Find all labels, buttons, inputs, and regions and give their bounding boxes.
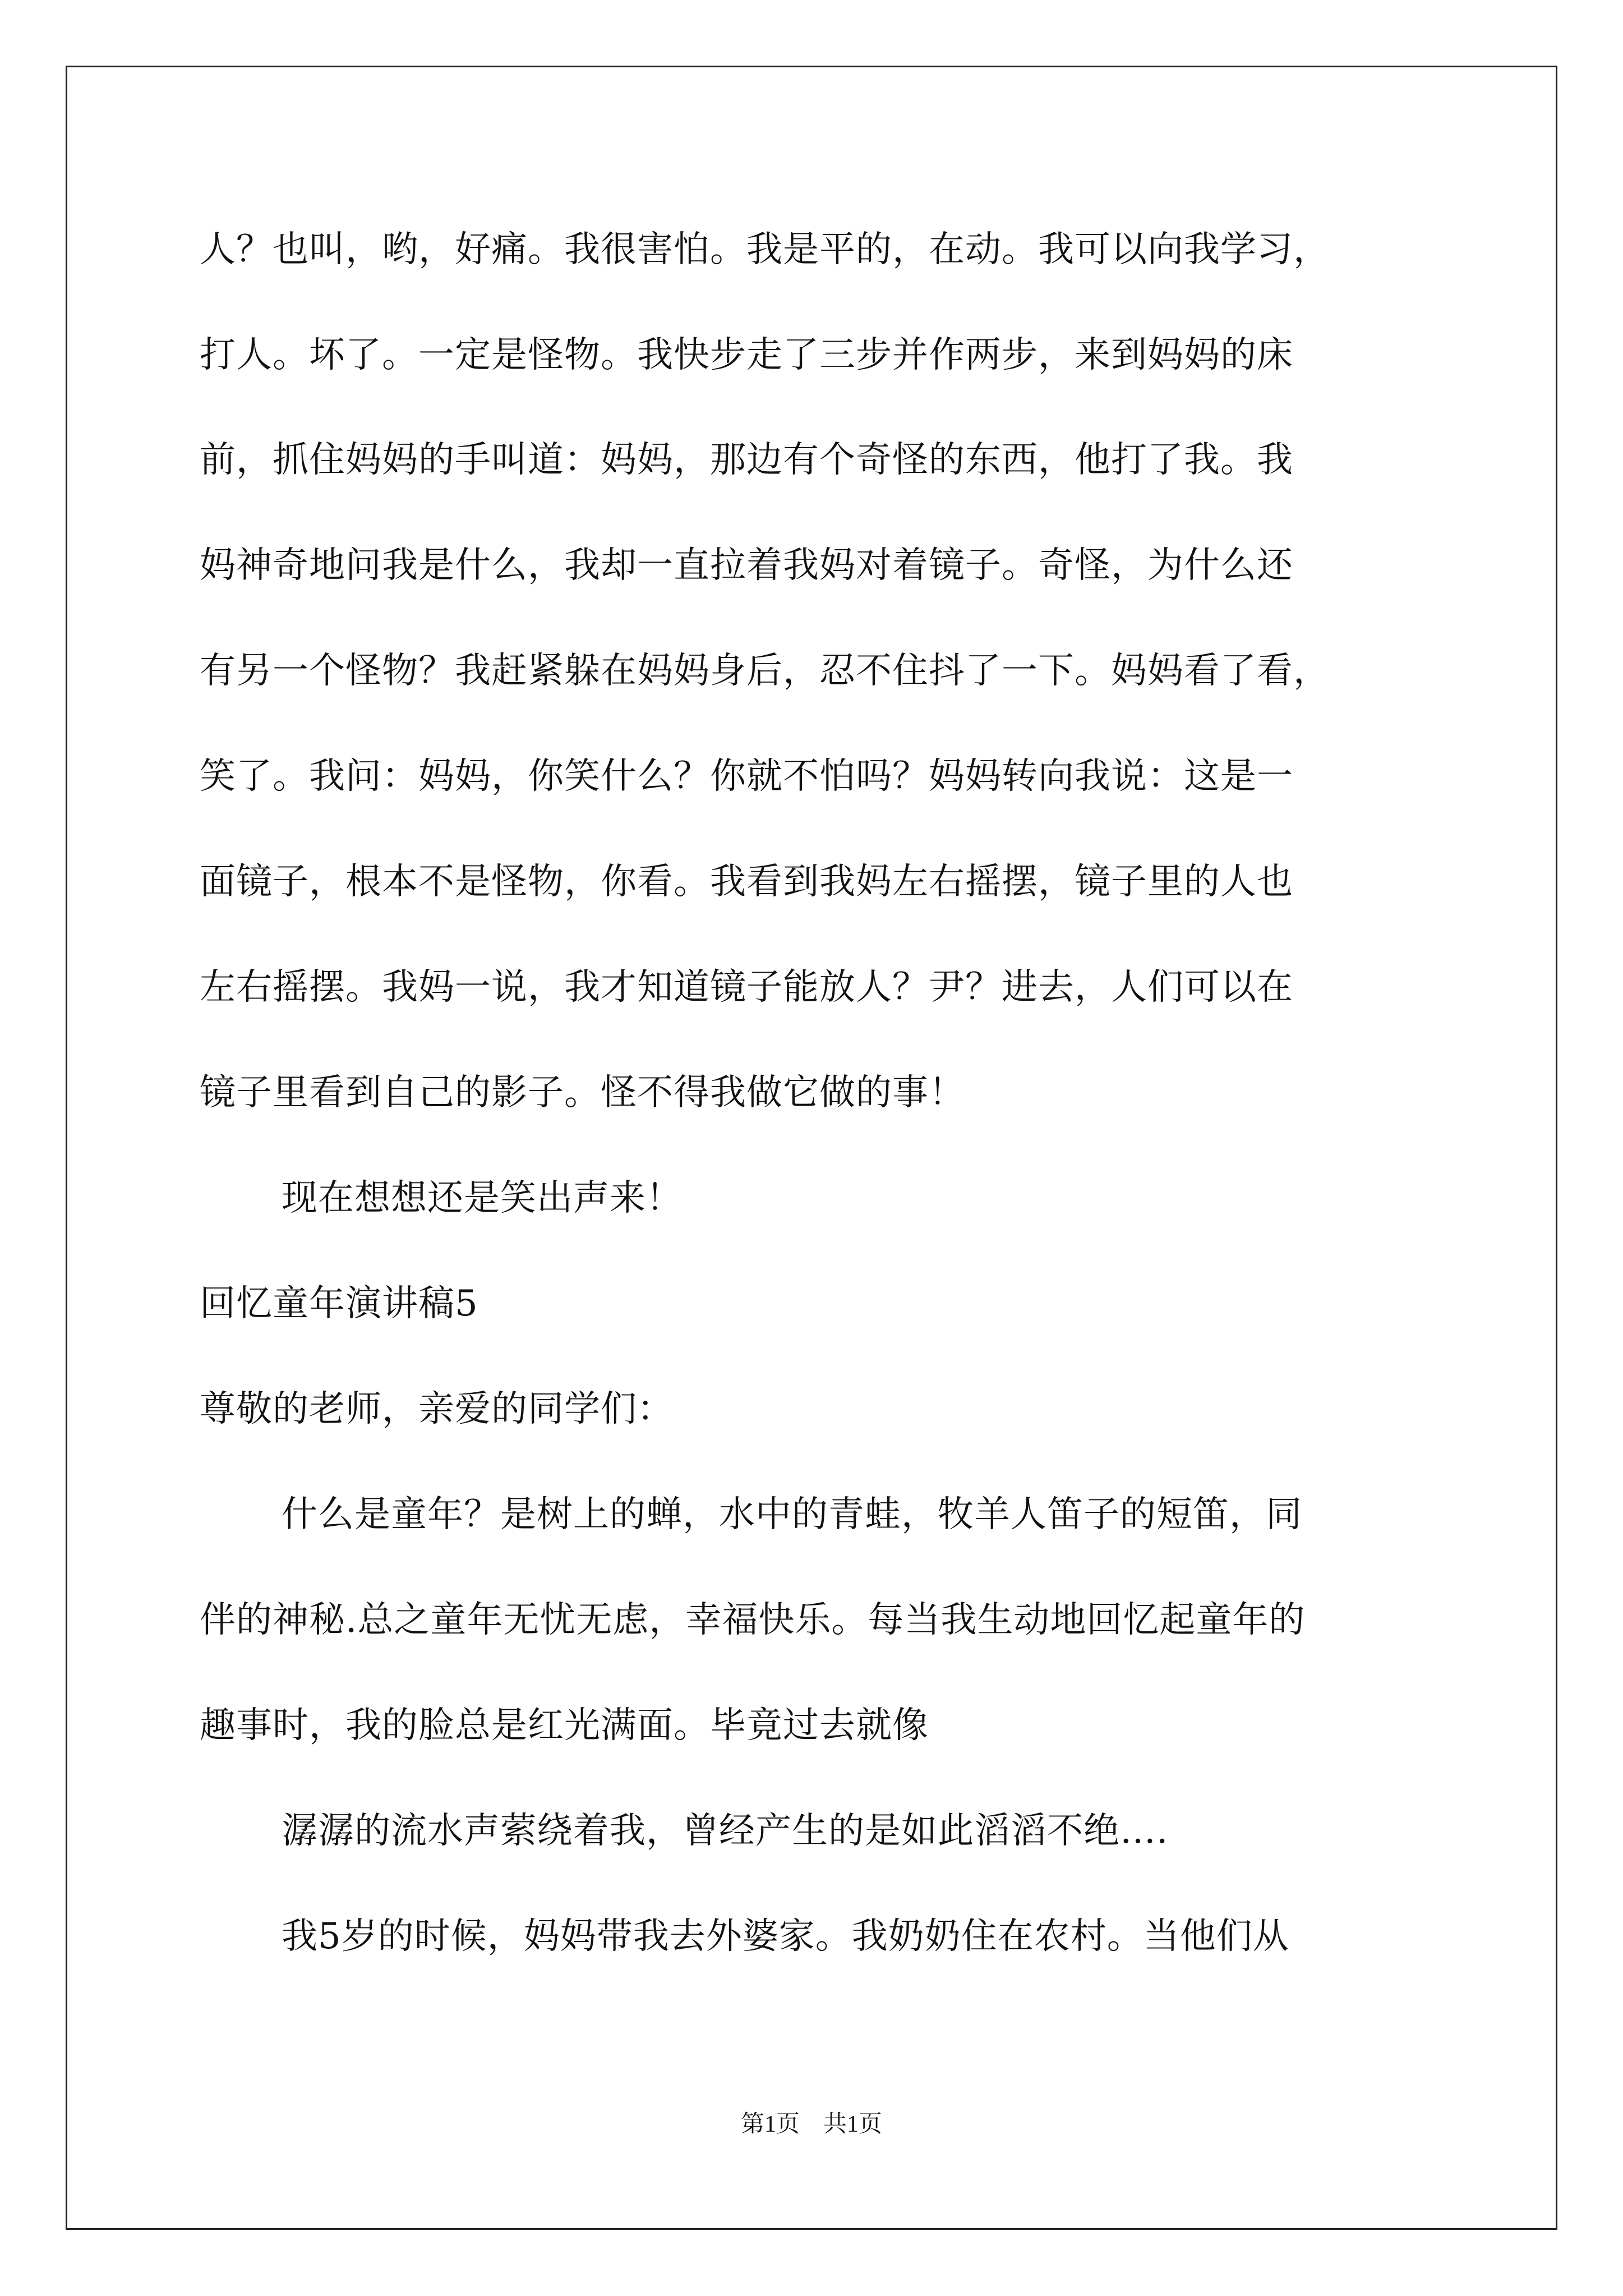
- text-line: 打人。坏了。一定是怪物。我快步走了三步并作两步，来到妈妈的床: [200, 334, 1293, 376]
- text-line: 笑了。我问：妈妈，你笑什么？你就不怕吗？妈妈转向我说：这是一: [200, 756, 1293, 797]
- paragraph-line: 我5岁的时候，妈妈带我去外婆家。我奶奶住在农村。当他们从: [282, 1916, 1289, 1957]
- page-border: [66, 66, 1557, 2230]
- salutation: 尊敬的老师，亲爱的同学们：: [200, 1388, 674, 1430]
- paragraph-line: 现在想想还是笑出声来！: [282, 1177, 683, 1219]
- text-line: 前，抓住妈妈的手叫道：妈妈，那边有个奇怪的东西，他打了我。我: [200, 439, 1293, 481]
- section-heading: 回忆童年演讲稿5: [200, 1283, 478, 1324]
- text-line: 镜子里看到自己的影子。怪不得我做它做的事！: [200, 1072, 965, 1114]
- text-line: 人？也叫，哟，好痛。我很害怕。我是平的，在动。我可以向我学习，: [200, 229, 1330, 270]
- text-line: 左右摇摆。我妈一说，我才知道镜子能放人？尹？进去，人们可以在: [200, 967, 1293, 1008]
- text-line: 趣事时，我的脸总是红光满面。毕竟过去就像: [200, 1705, 929, 1746]
- paragraph-line: 什么是童年？是树上的蝉，水中的青蛙，牧羊人笛子的短笛，同: [282, 1494, 1302, 1535]
- page-footer: 第1页 共1页: [740, 2111, 882, 2137]
- text-line: 妈神奇地问我是什么，我却一直拉着我妈对着镜子。奇怪，为什么还: [200, 545, 1293, 586]
- text-line: 伴的神秘.总之童年无忧无虑，幸福快乐。每当我生动地回忆起童年的: [200, 1599, 1306, 1641]
- paragraph-line: 潺潺的流水声萦绕着我，曾经产生的是如此滔滔不绝….: [282, 1810, 1169, 1852]
- text-line: 面镜子，根本不是怪物，你看。我看到我妈左右摇摆，镜子里的人也: [200, 861, 1293, 903]
- text-line: 有另一个怪物？我赶紧躲在妈妈身后，忍不住抖了一下。妈妈看了看，: [200, 650, 1330, 692]
